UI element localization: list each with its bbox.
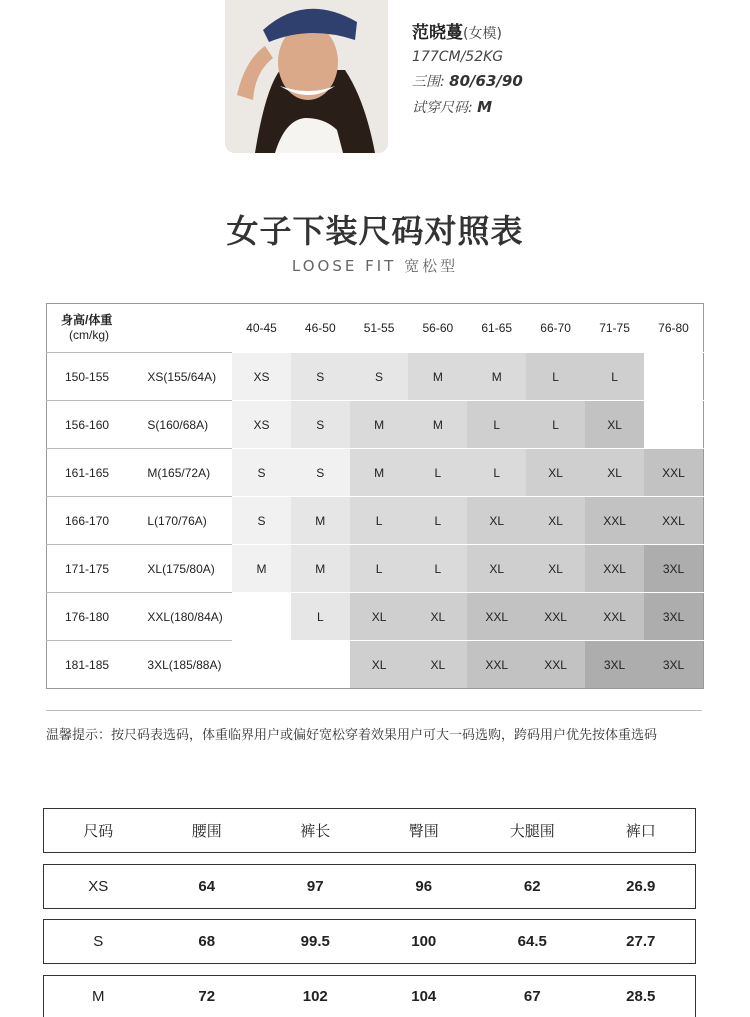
size-cell: M xyxy=(232,545,291,593)
header-unit: (cm/kg) xyxy=(69,328,109,342)
weight-range: 51-55 xyxy=(363,321,395,335)
model-try-size xyxy=(412,97,523,117)
measurement-cell: 104 xyxy=(411,988,437,1005)
height-range: 181-185 xyxy=(47,641,144,689)
size-cell: 3XL xyxy=(585,641,644,689)
size-chart-header-row xyxy=(47,304,704,353)
size-chart-row xyxy=(47,593,704,641)
weight-range: 76-80 xyxy=(658,321,689,335)
measures-value: 80/63/90 xyxy=(449,72,523,90)
size-cell xyxy=(291,641,350,689)
model-name xyxy=(412,18,523,43)
size-cell: XL xyxy=(526,449,585,497)
header-label: 身高/体重 xyxy=(61,313,113,327)
size-cell: L xyxy=(467,401,526,449)
size-cell: XXL xyxy=(585,593,644,641)
size-cell: 3XL xyxy=(644,641,704,689)
model-name-text: 范晓蔓 xyxy=(412,23,463,43)
size-cell: XL xyxy=(467,545,526,593)
size-cell: L xyxy=(408,545,467,593)
size-cell: XXL xyxy=(467,641,526,689)
measurement-header: 臀围 xyxy=(408,823,439,840)
size-cell: XL xyxy=(526,545,585,593)
measures-label: 三围: xyxy=(412,74,445,90)
measurement-header-row xyxy=(43,808,696,853)
size-cell: XS xyxy=(232,401,291,449)
measurement-cell: 99.5 xyxy=(300,933,330,950)
page-title: 女子下装尺码对照表 xyxy=(226,212,524,250)
height-range: 150-155 xyxy=(47,353,144,401)
weight-range: 66-70 xyxy=(540,321,571,335)
size-cell xyxy=(232,641,291,689)
size-label: XL(175/80A) xyxy=(143,545,232,593)
size-cell: L xyxy=(408,449,467,497)
size-label: 3XL(185/88A) xyxy=(143,641,232,689)
model-role: (女模) xyxy=(463,26,502,42)
measurement-header: 腰围 xyxy=(191,823,222,840)
size-cell: L xyxy=(467,449,526,497)
size-cell: S xyxy=(291,449,350,497)
size-label: L(170/76A) xyxy=(143,497,232,545)
size-cell: S xyxy=(232,449,291,497)
size-cell: XXL xyxy=(585,497,644,545)
divider xyxy=(46,710,702,711)
measurement-cell: 68 xyxy=(198,933,216,950)
model-measurements xyxy=(412,71,523,91)
measurement-cell: 72 xyxy=(198,988,216,1005)
measurement-header: 大腿围 xyxy=(509,823,555,840)
size-cell: XL xyxy=(350,593,409,641)
measurement-cell: 100 xyxy=(411,933,437,950)
size-cell: XL xyxy=(585,449,644,497)
weight-range: 71-75 xyxy=(599,321,630,335)
size-cell: XXL xyxy=(644,497,704,545)
size-cell: 3XL xyxy=(644,545,704,593)
measurement-cell: 64 xyxy=(198,878,216,895)
size-cell: XXL xyxy=(644,449,704,497)
size-cell: XL xyxy=(350,641,409,689)
size-cell: M xyxy=(291,545,350,593)
size-cell xyxy=(644,353,704,401)
size-cell: XL xyxy=(408,641,467,689)
size-cell: M xyxy=(467,353,526,401)
measurement-cell: 97 xyxy=(306,878,324,895)
measurement-cell: 62 xyxy=(523,878,541,895)
size-label: M(165/72A) xyxy=(143,449,232,497)
height-range: 166-170 xyxy=(47,497,144,545)
measurement-cell: 28.5 xyxy=(626,988,656,1005)
size-label: XS(155/64A) xyxy=(143,353,232,401)
size-chart-row xyxy=(47,545,704,593)
size-chart-row xyxy=(47,353,704,401)
size-chart-row xyxy=(47,497,704,545)
height-range: 176-180 xyxy=(47,593,144,641)
measurement-row xyxy=(43,864,696,909)
size-chart-row xyxy=(47,641,704,689)
size-label: XXL(180/84A) xyxy=(143,593,232,641)
size-cell xyxy=(232,593,291,641)
size-cell: L xyxy=(526,353,585,401)
size-cell: S xyxy=(291,353,350,401)
size-cell: L xyxy=(350,545,409,593)
size-cell: M xyxy=(291,497,350,545)
model-height-weight: 177CM/52KG xyxy=(412,49,504,65)
size-cell: XL xyxy=(585,401,644,449)
size-cell: S xyxy=(291,401,350,449)
size-cell: XL xyxy=(526,497,585,545)
size-chart-table xyxy=(46,303,704,689)
size-cell: M xyxy=(350,401,409,449)
measurement-cell: 26.9 xyxy=(626,878,656,895)
try-size-value: M xyxy=(477,98,493,116)
size-cell: L xyxy=(350,497,409,545)
size-cell: XXL xyxy=(585,545,644,593)
size-cell: XS xyxy=(232,353,291,401)
height-range: 171-175 xyxy=(47,545,144,593)
size-cell: XL xyxy=(467,497,526,545)
page-subtitle: LOOSE FIT 宽松型 xyxy=(291,257,459,275)
size-cell: XXL xyxy=(526,641,585,689)
size-cell: 3XL xyxy=(644,593,704,641)
weight-range: 56-60 xyxy=(422,321,454,335)
weight-range: 40-45 xyxy=(246,321,277,335)
size-cell: L xyxy=(291,593,350,641)
measurement-header: 尺码 xyxy=(83,823,114,840)
size-cell: S xyxy=(350,353,409,401)
size-chart-row xyxy=(47,449,704,497)
size-chart-row xyxy=(47,401,704,449)
measurement-cell: XS xyxy=(88,878,109,895)
measurement-cell: 102 xyxy=(302,988,328,1005)
size-cell: M xyxy=(408,401,467,449)
weight-range: 46-50 xyxy=(304,321,336,335)
size-cell: XXL xyxy=(526,593,585,641)
size-cell: M xyxy=(350,449,409,497)
height-range: 161-165 xyxy=(47,449,144,497)
size-tip: 温馨提示：按尺码表选码，体重临界用户或偏好宽松穿着效果用户可大一码选购，跨码用户优先按体重选码 xyxy=(46,728,658,743)
height-range: 156-160 xyxy=(47,401,144,449)
model-info xyxy=(412,18,523,117)
model-photo xyxy=(225,0,388,153)
measurement-cell: 96 xyxy=(415,878,433,895)
header-height-weight xyxy=(47,304,233,353)
measurement-cell: 27.7 xyxy=(626,933,656,950)
size-cell: XXL xyxy=(467,593,526,641)
size-cell: XL xyxy=(408,593,467,641)
size-cell: S xyxy=(232,497,291,545)
measurement-row xyxy=(43,919,696,964)
measurement-header: 裤长 xyxy=(300,823,331,840)
measurement-header: 裤口 xyxy=(625,823,656,840)
size-cell: M xyxy=(408,353,467,401)
size-label: S(160/68A) xyxy=(143,401,232,449)
measurement-cell: M xyxy=(92,988,105,1005)
size-cell: L xyxy=(585,353,644,401)
try-size-label: 试穿尺码: xyxy=(412,100,473,116)
measurement-cell: 67 xyxy=(523,988,541,1005)
size-cell: L xyxy=(408,497,467,545)
measurement-row xyxy=(43,975,696,1017)
weight-range: 61-65 xyxy=(481,321,513,335)
size-cell xyxy=(644,401,704,449)
measurement-cell: 64.5 xyxy=(517,933,547,950)
measurement-cell: S xyxy=(93,933,104,950)
size-cell: L xyxy=(526,401,585,449)
